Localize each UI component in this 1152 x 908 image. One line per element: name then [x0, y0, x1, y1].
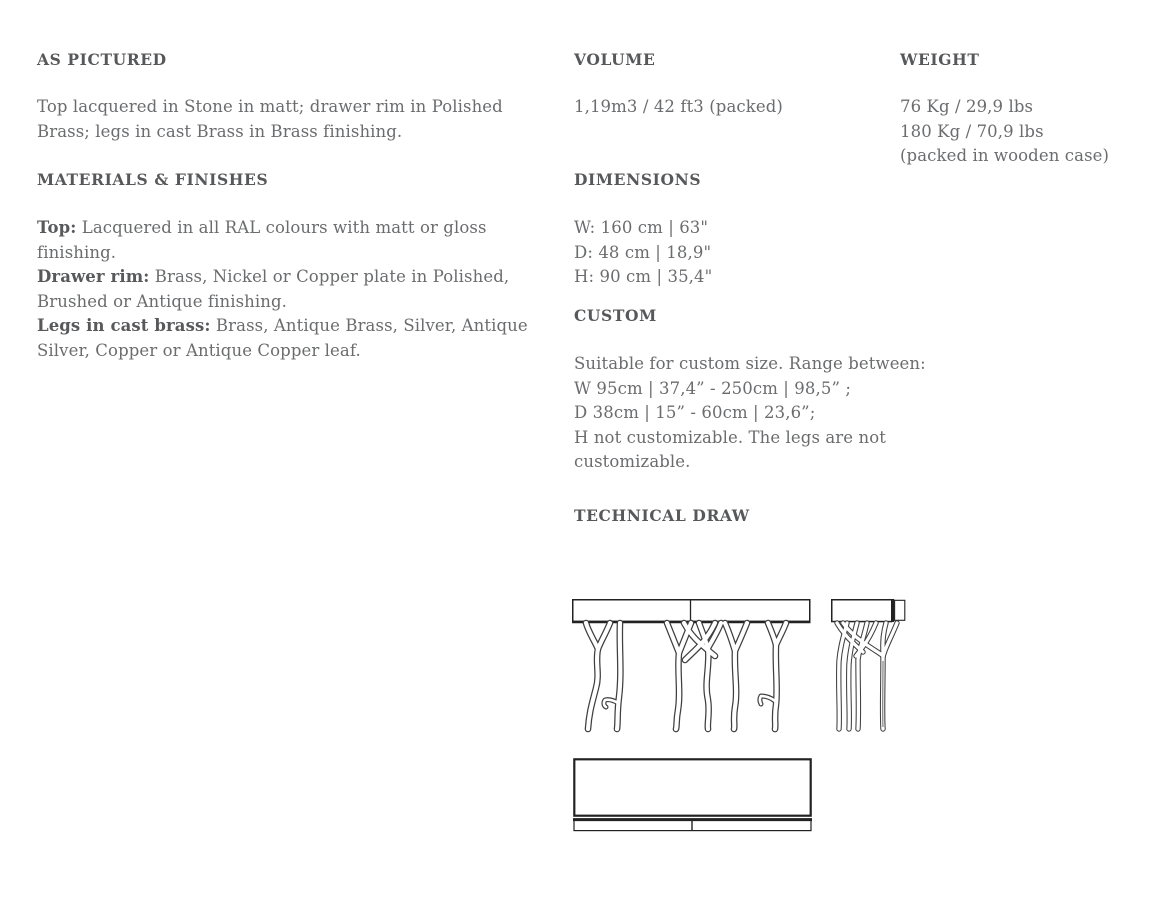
weight-line: 76 Kg / 29,9 lbs: [900, 97, 1034, 116]
side-view-tabletop: [832, 599, 905, 622]
volume-line: 1,19m3 / 42 ft3 (packed): [574, 97, 783, 116]
technical-draw-top-view: [573, 758, 813, 834]
as-pictured-line: Top lacquered in Stone in matt; drawer rim in Polished: [37, 97, 503, 116]
side-view-branch-legs: [837, 623, 897, 729]
dimension-height-line: H: 90 cm | 35,4": [574, 267, 713, 287]
custom-text: [574, 352, 926, 475]
materials-line: finishing.: [37, 242, 117, 262]
custom-line: D 38cm | 15” - 60cm | 23,6”;: [574, 403, 816, 423]
dimension-width-line: W: 160 cm | 63": [574, 218, 709, 237]
volume-value: [574, 95, 783, 120]
custom-line: Suitable for custom size. Range between:: [574, 354, 926, 373]
materials-finishes-text: [37, 216, 528, 364]
dimensions-text: [574, 216, 712, 290]
materials-line: Legs in cast brass: Brass, Antique Brass, Silver, Antique: [37, 316, 528, 336]
materials-line: Brushed or Antique finishing.: [37, 291, 288, 311]
materials-line: Drawer rim: Brass, Nickel or Copper plate in Polished,: [37, 267, 510, 287]
custom-line: customizable.: [574, 452, 691, 472]
materials-label-drawer-rim: Drawer rim:: [37, 267, 150, 287]
materials-finishes-heading: MATERIALS & FINISHES: [37, 170, 269, 189]
materials-label-legs: Legs in cast brass:: [37, 316, 211, 336]
dimensions-heading: DIMENSIONS: [574, 170, 702, 189]
custom-line: H not customizable. The legs are not: [574, 427, 886, 447]
dimension-depth-line: D: 48 cm | 18,9": [574, 242, 712, 262]
as-pictured-line: Brass; legs in cast Brass in Brass finishing.: [37, 121, 403, 141]
materials-line: Silver, Copper or Antique Copper leaf.: [37, 340, 361, 360]
technical-draw-front-view: [572, 599, 811, 734]
volume-heading: VOLUME: [574, 50, 656, 69]
custom-line: W 95cm | 37,4” - 250cm | 98,5” ;: [574, 378, 851, 398]
top-view-tabletop: [573, 759, 812, 830]
technical-draw-side-view: [831, 599, 907, 734]
as-pictured-heading: AS PICTURED: [37, 50, 167, 69]
weight-heading: WEIGHT: [900, 50, 980, 69]
weight-line: 180 Kg / 70,9 lbs: [900, 121, 1044, 141]
as-pictured-text: [37, 95, 503, 144]
materials-label-top: Top:: [37, 218, 77, 237]
weight-text: [900, 95, 1109, 169]
weight-line: (packed in wooden case): [900, 146, 1110, 166]
front-view-branch-legs: [586, 623, 786, 729]
materials-line: Top: Lacquered in all RAL colours with matt or gloss: [37, 218, 487, 237]
front-view-tabletop: [572, 600, 811, 622]
technical-draw-heading: TECHNICAL DRAW: [574, 506, 750, 525]
custom-heading: CUSTOM: [574, 306, 657, 325]
